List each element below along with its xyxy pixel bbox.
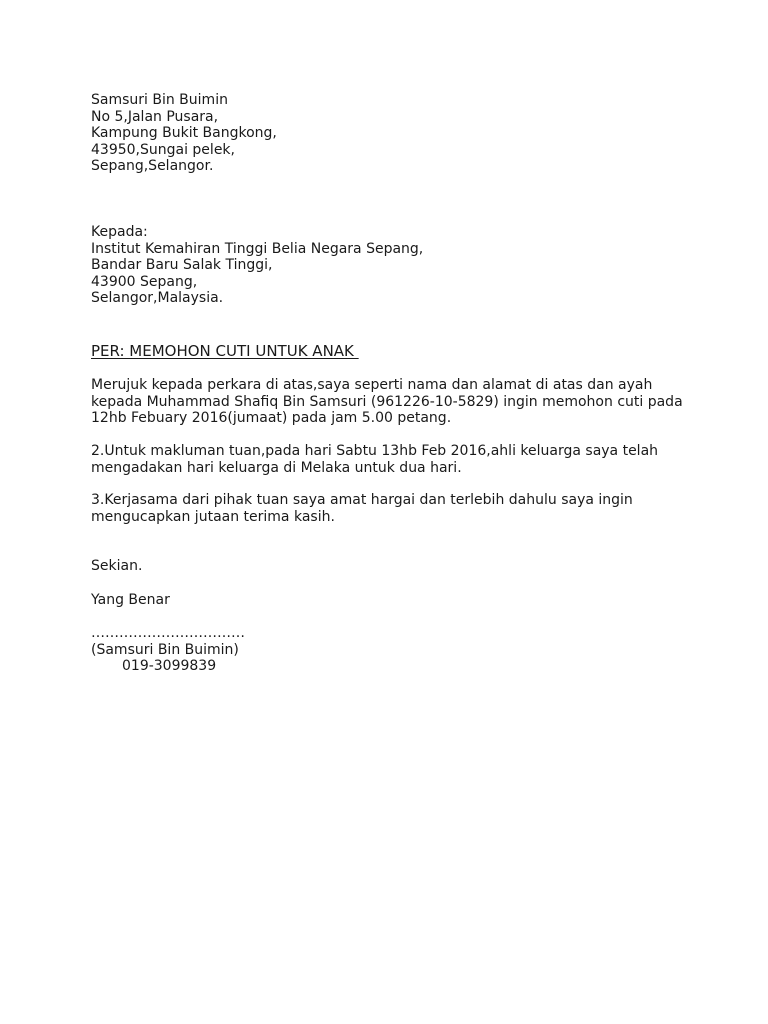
body-line: 12hb Febuary 2016(jumaat) pada jam 5.00 petang.	[91, 410, 452, 427]
body-line: mengadakan hari keluarga di Melaka untuk dua hari.	[91, 459, 462, 476]
sender-address	[91, 92, 711, 175]
signatory-name: (Samsuri Bin Buimin)	[91, 641, 239, 658]
body-line: Merujuk kepada perkara di atas,saya seperti nama dan alamat di atas dan ayah	[91, 377, 653, 393]
body-line: 2.Untuk makluman tuan,pada hari Sabtu 13hb Feb 2016,ahli keluarga saya telah	[91, 443, 659, 459]
sender-postcode: 43950,Sungai pelek,	[91, 141, 235, 158]
letter-subject: PER: MEMOHON CUTI UNTUK ANAK	[91, 342, 359, 360]
body-line: mengucapkan jutaan terima kasih.	[91, 508, 335, 525]
body-line: 3.Kerjasama dari pihak tuan saya amat hargai dan terlebih dahulu saya ingin	[91, 492, 633, 508]
recipient-label: Kepada:	[91, 224, 148, 240]
sender-street: No 5,Jalan Pusara,	[91, 108, 219, 125]
recipient-postcode: 43900 Sepang,	[91, 273, 198, 290]
recipient-street: Bandar Baru Salak Tinggi,	[91, 257, 273, 274]
sender-name: Samsuri Bin Buimin	[91, 92, 228, 108]
signatory-phone: 019-3099839	[122, 658, 217, 675]
recipient-address	[91, 224, 711, 307]
sekian-text: Sekian.	[91, 558, 143, 574]
sender-village: Kampung Bukit Bangkong,	[91, 125, 277, 142]
recipient-state: Selangor,Malaysia.	[91, 290, 224, 307]
yang-benar-text: Yang Benar	[91, 592, 170, 608]
closing-sekian	[91, 558, 711, 575]
closing-yang-benar	[91, 592, 711, 609]
signature-line: ……………………………	[91, 625, 245, 641]
body-line: kepada Muhammad Shafiq Bin Samsuri (961226-10-5829) ingin memohon cuti pada	[91, 393, 683, 410]
body-paragraph-3	[91, 492, 711, 525]
body-paragraph-2	[91, 443, 711, 476]
signature-block	[91, 625, 711, 675]
sender-state: Sepang,Selangor.	[91, 158, 214, 175]
recipient-institution: Institut Kemahiran Tinggi Belia Negara Sepang,	[91, 240, 424, 257]
body-paragraph-1	[91, 377, 711, 427]
